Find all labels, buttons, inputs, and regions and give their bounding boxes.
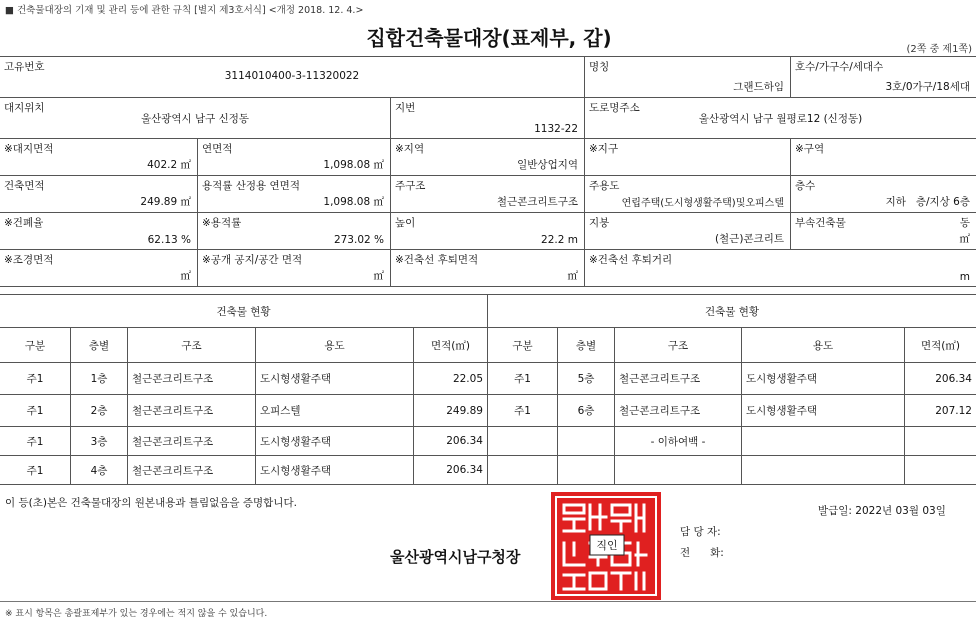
total-floor-area-cell	[197, 139, 390, 175]
issuer-name: 울산광역시남구청장	[390, 548, 521, 566]
status-column-header	[0, 328, 976, 363]
info-row-6	[0, 250, 976, 287]
setback-area-value: ㎡	[567, 270, 578, 282]
site-area-cell	[0, 139, 197, 175]
info-row-3	[0, 139, 976, 176]
cell-structure: 철근콘크리트구조	[127, 363, 255, 394]
main-structure-cell	[390, 176, 584, 212]
issue-date: 발급일: 2022년 03월 03일	[818, 505, 946, 517]
status-title-left: 건축물 현황	[216, 305, 271, 318]
total-floor-area-value: 1,098.08 ㎡	[323, 159, 384, 171]
cell-area: 22.05	[413, 363, 487, 394]
cell-structure: 철근콘크리트구조	[127, 456, 255, 484]
cell-use: 도시형생활주택	[255, 363, 413, 394]
cell-empty	[741, 427, 904, 455]
table-row	[0, 363, 976, 395]
far-floor-area-label: 용적률 산정용 연면적	[202, 180, 300, 192]
setback-distance-cell	[584, 250, 976, 286]
cell-division: 주1	[487, 395, 557, 426]
form-caption: ■ 건축물대장의 기재 및 관리 등에 관한 규칙 [별지 제3호서식] <개정 2018. 12. 4.>	[5, 5, 364, 16]
col-header-right-0: 구분	[487, 328, 557, 362]
cell-floor: 6층	[557, 395, 614, 426]
col-header-left-3: 용도	[255, 328, 413, 362]
landscape-area-label: ※조경면적	[4, 254, 54, 266]
floors-cell	[790, 176, 976, 212]
unique-no-label: 고유번호	[4, 61, 45, 73]
table-row	[0, 456, 976, 485]
main-use-label: 주용도	[589, 180, 620, 192]
units-value: 3호/0가구/18세대	[885, 81, 970, 93]
far-value: 273.02 %	[333, 234, 384, 246]
cell-empty	[614, 456, 741, 484]
setback-distance-label: ※건축선 후퇴거리	[589, 254, 673, 266]
name-cell	[584, 57, 790, 97]
col-header-left-0: 구분	[24, 339, 46, 352]
district-cell	[584, 139, 790, 175]
col-header-right-1: 층별	[557, 328, 614, 362]
coverage-ratio-label: ※건폐율	[4, 217, 44, 229]
col-header-left-1: 층별	[70, 328, 127, 362]
setback-area-label: ※건축선 후퇴면적	[395, 254, 479, 266]
col-header-left-4: 면적(㎡)	[413, 328, 487, 362]
setback-area-cell	[390, 250, 584, 286]
cell-use: 도시형생활주택	[741, 363, 904, 394]
roof-label: 지붕	[589, 217, 610, 229]
cell-empty	[557, 456, 614, 484]
landscape-area-cell	[0, 250, 197, 286]
name-value: 그랜드하임	[733, 81, 784, 93]
area-cell	[790, 139, 976, 175]
cell-division: 주1	[26, 464, 44, 477]
cell-structure: 철근콘크리트구조	[614, 363, 741, 394]
district-label: ※지구	[589, 143, 619, 155]
far-floor-area-value: 1,098.08 ㎡	[323, 196, 384, 208]
cell-empty	[904, 456, 976, 484]
cell-area: 249.89	[413, 395, 487, 426]
road-address-value: 울산광역시 남구 월평로12 (신정동)	[698, 113, 863, 125]
site-location-label: 대지위치	[4, 102, 45, 114]
info-row-4	[0, 176, 976, 213]
height-cell	[390, 213, 584, 249]
annex-cell	[790, 213, 976, 249]
cell-floor: 3층	[70, 427, 127, 455]
cell-structure: 철근콘크리트구조	[127, 395, 255, 426]
col-header-right-3: 용도	[741, 328, 904, 362]
main-use-value: 연립주택(도시형생활주택)및오피스텔	[621, 198, 784, 209]
info-row-5	[0, 213, 976, 250]
site-area-label: ※대지면적	[4, 143, 54, 155]
road-address-cell	[584, 98, 976, 138]
cell-use: 도시형생활주택	[741, 395, 904, 426]
building-area-cell	[0, 176, 197, 212]
table-row	[0, 427, 976, 456]
area-label: ※구역	[795, 143, 825, 155]
main-use-cell	[584, 176, 790, 212]
cell-area: 206.34	[904, 363, 976, 394]
main-structure-value: 철근콘크리트구조	[496, 196, 578, 208]
name-label: 명칭	[589, 61, 610, 73]
total-floor-area-label: 연면적	[202, 143, 233, 155]
roof-value: (철근)콘크리트	[714, 233, 784, 245]
svg-text:직인: 직인	[596, 539, 618, 552]
phone-label: 전 화:	[680, 547, 724, 559]
cell-empty	[904, 427, 976, 455]
building-area-label: 건축면적	[4, 180, 45, 192]
public-space-value: ㎡	[373, 270, 384, 282]
cell-empty	[487, 456, 557, 484]
zone-cell	[390, 139, 584, 175]
official-seal-icon	[550, 491, 662, 601]
units-label: 호수/가구수/세대수	[795, 61, 884, 73]
status-title-right: 건축물 현황	[487, 295, 976, 327]
info-row-2	[0, 98, 976, 139]
public-space-label: ※공개 공지/공간 면적	[202, 254, 303, 266]
height-value: 22.2 m	[541, 234, 578, 246]
zone-label: ※지역	[395, 143, 425, 155]
status-section-header	[0, 295, 976, 328]
col-header-right-4: 면적(㎡)	[904, 328, 976, 362]
annex-count-unit: 동	[959, 217, 970, 229]
info-grid	[0, 56, 976, 287]
annex-area-unit: ㎡	[959, 233, 970, 245]
coverage-ratio-value: 62.13 %	[147, 234, 191, 246]
blank-note: - 이하여백 -	[614, 427, 741, 455]
building-status-table	[0, 294, 976, 485]
main-structure-label: 주구조	[395, 180, 426, 192]
cell-structure: 철근콘크리트구조	[614, 395, 741, 426]
unique-no-value: 3114010400-3-11320022	[224, 70, 360, 82]
roof-cell	[584, 213, 790, 249]
far-cell	[197, 213, 390, 249]
units-cell	[790, 57, 976, 97]
far-label: ※용적률	[202, 217, 242, 229]
building-area-value: 249.89 ㎡	[140, 196, 191, 208]
cell-division: 주1	[487, 363, 557, 394]
footer-divider	[0, 601, 976, 602]
floors-label: 층수	[795, 180, 816, 192]
site-area-value: 402.2 ㎡	[147, 159, 191, 171]
far-floor-area-cell	[197, 176, 390, 212]
floors-value: 지하 층/지상 6층	[885, 196, 970, 208]
info-row-1	[0, 57, 976, 98]
cell-floor: 2층	[70, 395, 127, 426]
cell-use: 도시형생활주택	[255, 427, 413, 455]
cell-floor: 4층	[70, 456, 127, 484]
cell-area: 206.34	[413, 427, 487, 455]
height-label: 높이	[395, 217, 416, 229]
lot-no-label: 지번	[395, 102, 416, 114]
cell-empty	[487, 427, 557, 455]
landscape-area-value: ㎡	[180, 270, 191, 282]
public-space-cell	[197, 250, 390, 286]
table-row	[0, 395, 976, 427]
lot-no-value: 1132-22	[534, 123, 578, 135]
annex-label: 부속건축물	[795, 217, 846, 229]
site-location-value: 울산광역시 남구 신정동	[140, 113, 250, 125]
cell-use: 오피스텔	[255, 395, 413, 426]
footer-note: ※ 표시 항목은 총괄표제부가 있는 경우에는 적지 않을 수 있습니다.	[5, 609, 268, 619]
cell-use: 도시형생활주택	[255, 456, 413, 484]
page-info: (2쪽 중 제1쪽)	[906, 44, 972, 55]
cell-floor: 1층	[70, 363, 127, 394]
cell-floor: 5층	[557, 363, 614, 394]
road-address-label: 도로명주소	[589, 102, 640, 114]
certification-text: 이 등(초)본은 건축물대장의 원본내용과 틀림없음을 증명합니다.	[5, 497, 297, 509]
site-location-cell	[0, 98, 390, 138]
col-header-left-2: 구조	[127, 328, 255, 362]
coverage-ratio-cell	[0, 213, 197, 249]
unique-no-cell	[0, 57, 584, 97]
cell-empty	[741, 456, 904, 484]
col-header-right-2: 구조	[614, 328, 741, 362]
document-title: 집합건축물대장(표제부, 갑)	[366, 26, 612, 50]
zone-value: 일반상업지역	[517, 159, 578, 171]
cell-empty	[557, 427, 614, 455]
cell-division: 주1	[26, 405, 44, 417]
cell-area: 207.12	[904, 395, 976, 426]
cell-structure: 철근콘크리트구조	[127, 427, 255, 455]
cell-division: 주1	[26, 435, 44, 448]
setback-distance-value: m	[959, 271, 970, 283]
cell-area: 206.34	[413, 456, 487, 484]
lot-no-cell	[390, 98, 584, 138]
cell-division: 주1	[26, 373, 44, 385]
staff-label: 담 당 자:	[680, 526, 721, 538]
